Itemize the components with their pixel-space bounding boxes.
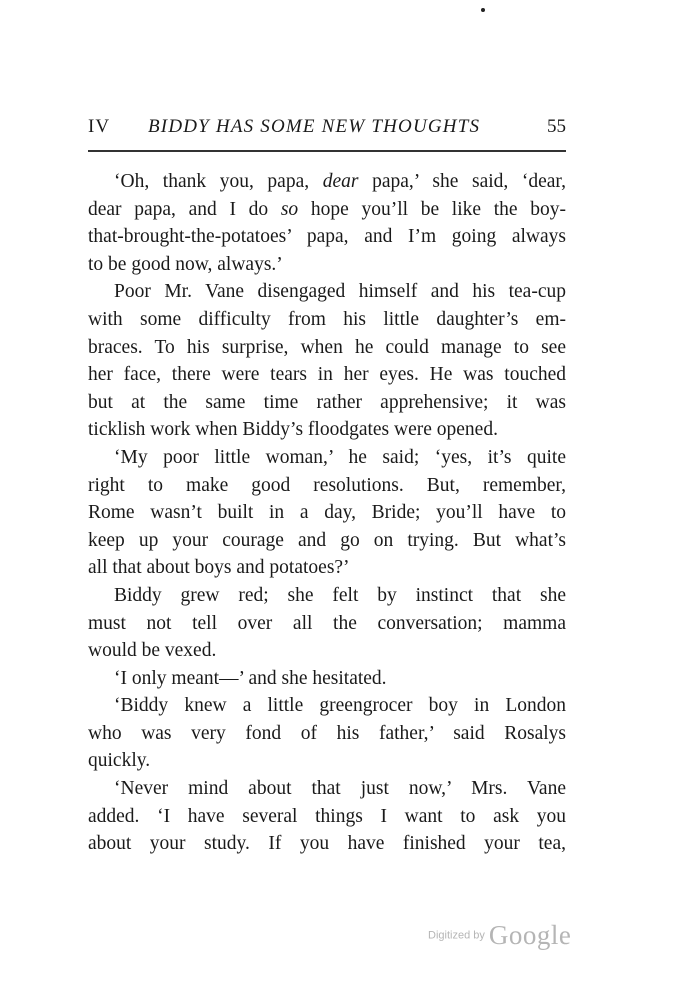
chapter-number: IV [88,116,111,137]
text-line: right to make good resolutions. But, remember, [88,474,566,496]
digitized-watermark [428,920,571,954]
text-line: ‘I only meant—’ and she hesitated. [114,667,387,689]
ink-speck [481,8,485,12]
text-line: keep up your courage and go on trying. But what’s [88,529,566,551]
text-line: braces. To his surprise, when he could manage to see [88,336,566,358]
text-line: dear papa, and I do so hope you’ll be like the boy- [88,198,566,220]
text-line: quickly. [88,750,151,772]
body-text [88,168,566,858]
text-line: ‘My poor little woman,’ he said; ‘yes, it’s quite [114,446,566,468]
text-line: with some difficulty from his little daughter’s em- [88,308,566,330]
running-header [88,110,566,144]
running-title: BIDDY HAS SOME NEW THOUGHTS [148,116,481,137]
text-line: her face, there were tears in her eyes. He was touched [88,364,566,386]
text-line: but at the same time rather apprehensive; it was [88,391,566,413]
watermark-prefix: Digitized by [428,929,485,942]
text-line: all that about boys and potatoes?’ [88,557,350,579]
text-line: that-brought-the-potatoes’ papa, and I’m going always [88,226,566,248]
text-line: who was very fond of his father,’ said Rosalys [88,722,566,744]
text-line: Poor Mr. Vane disengaged himself and his tea-cup [114,281,566,303]
text-line: Rome wasn’t built in a day, Bride; you’ll have to [88,502,566,524]
watermark-brand: Google [488,920,572,950]
page-number: 55 [547,116,566,137]
text-line: must not tell over all the conversation; mamma [88,612,566,634]
text-line: to be good now, always.’ [88,253,283,275]
text-line: ‘Oh, thank you, papa, dear papa,’ she said, ‘dear, [114,171,566,192]
text-line: ticklish work when Biddy’s floodgates were opened. [88,419,498,441]
text-line: added. ‘I have several things I want to ask you [88,805,566,827]
text-line: Biddy grew red; she felt by instinct that she [114,584,566,606]
text-line: about your study. If you have finished your tea, [88,833,566,855]
header-rule [88,150,566,152]
text-line: ‘Biddy knew a little greengrocer boy in London [114,695,566,717]
text-line: ‘Never mind about that just now,’ Mrs. Vane [114,778,566,800]
text-line: would be vexed. [88,640,217,662]
